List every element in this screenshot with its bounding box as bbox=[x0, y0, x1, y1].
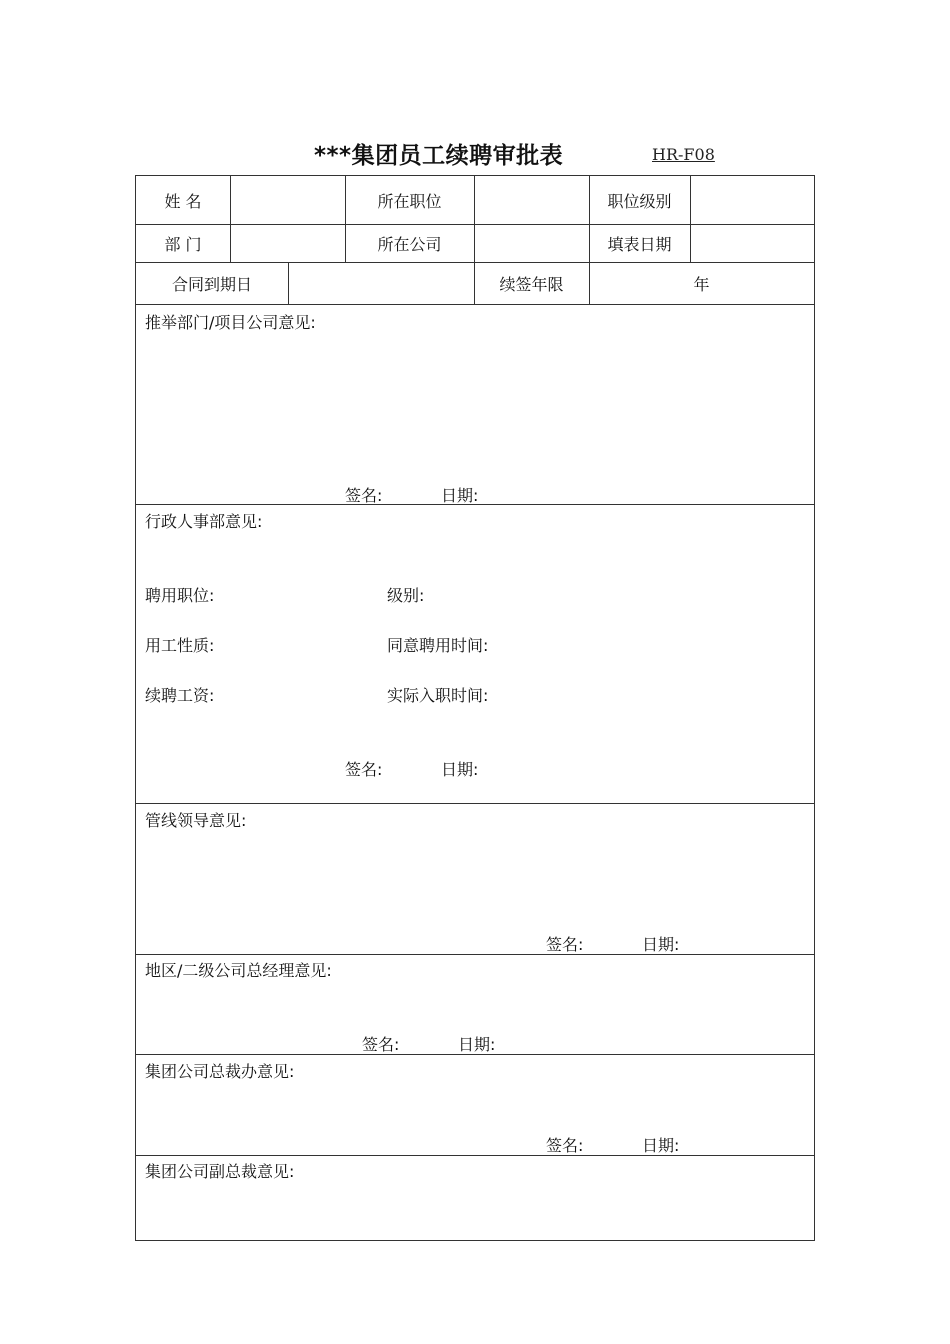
row-divider bbox=[136, 304, 814, 305]
regional-gm-opinion-heading: 地区/二级公司总经理意见: bbox=[145, 961, 332, 980]
form-code: HR-F08 bbox=[652, 145, 715, 164]
hr-opinion-heading: 行政人事部意见: bbox=[145, 512, 263, 531]
vice-president-opinion-heading: 集团公司副总裁意见: bbox=[145, 1162, 295, 1181]
name-field[interactable] bbox=[230, 176, 345, 224]
form-title: ***集团员工续聘审批表 bbox=[314, 143, 564, 169]
recommend-opinion-heading: 推举部门/项目公司意见: bbox=[145, 313, 316, 332]
section-divider bbox=[136, 954, 814, 955]
line-leader-sign-label: 签名: bbox=[546, 935, 584, 954]
company-field[interactable] bbox=[474, 224, 589, 262]
agreed-period-label: 同意聘用时间: bbox=[387, 636, 489, 655]
grade-label: 级别: bbox=[387, 586, 425, 605]
renewal-term-field[interactable]: 年 bbox=[693, 274, 710, 294]
section-divider bbox=[136, 1155, 814, 1156]
approval-form bbox=[135, 175, 815, 1241]
hr-date-label: 日期: bbox=[441, 760, 479, 779]
president-office-opinion-heading: 集团公司总裁办意见: bbox=[145, 1062, 295, 1081]
level-label: 职位级别 bbox=[607, 191, 672, 211]
employment-type-label: 用工性质: bbox=[145, 636, 215, 655]
renewal-salary-label: 续聘工资: bbox=[145, 686, 215, 705]
contract-expiry-field[interactable] bbox=[288, 262, 474, 304]
recommend-date-label: 日期: bbox=[441, 486, 479, 505]
contract-expiry-label: 合同到期日 bbox=[171, 274, 252, 294]
actual-start-label: 实际入职时间: bbox=[387, 686, 489, 705]
regional-gm-sign-label: 签名: bbox=[362, 1035, 400, 1054]
president-office-date-label: 日期: bbox=[642, 1136, 680, 1155]
president-office-sign-label: 签名: bbox=[546, 1136, 584, 1155]
position-label: 所在职位 bbox=[377, 191, 442, 211]
section-divider bbox=[136, 803, 814, 804]
hire-position-label: 聘用职位: bbox=[145, 586, 215, 605]
line-leader-opinion-heading: 管线领导意见: bbox=[145, 811, 247, 830]
recommend-sign-label: 签名: bbox=[345, 486, 383, 505]
name-label: 姓 名 bbox=[164, 191, 202, 211]
line-leader-date-label: 日期: bbox=[642, 935, 680, 954]
fill-date-label: 填表日期 bbox=[607, 234, 672, 254]
position-field[interactable] bbox=[474, 176, 589, 224]
renewal-term-label: 续签年限 bbox=[499, 274, 564, 294]
department-field[interactable] bbox=[230, 224, 345, 262]
company-label: 所在公司 bbox=[377, 234, 442, 254]
department-label: 部 门 bbox=[164, 234, 202, 254]
regional-gm-date-label: 日期: bbox=[458, 1035, 496, 1054]
form-title-bar bbox=[0, 137, 950, 171]
fill-date-field[interactable] bbox=[690, 224, 814, 262]
level-field[interactable] bbox=[690, 176, 814, 224]
hr-sign-label: 签名: bbox=[345, 760, 383, 779]
